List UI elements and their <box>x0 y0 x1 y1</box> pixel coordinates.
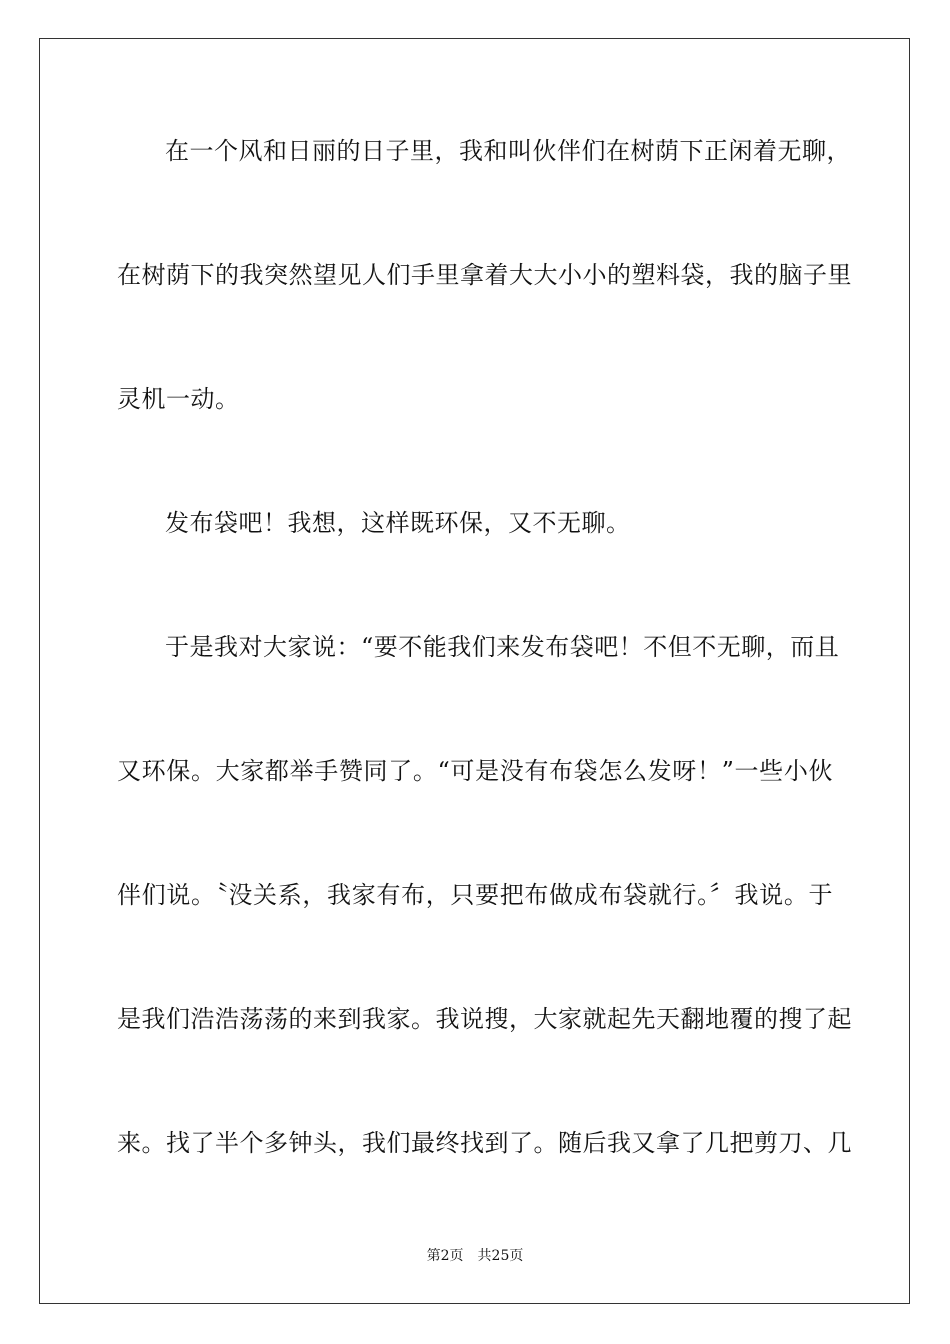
page-footer <box>0 1247 950 1265</box>
paragraph-line-5: 于是我对大家说：“要不能我们来发布袋吧！不但不无聊，而且 <box>165 633 840 661</box>
paragraph-line-6: 又环保。大家都举手赞同了。“可是没有布袋怎么发呀！”一些小伙 <box>117 757 833 785</box>
page-border <box>39 38 910 1304</box>
page-number: 第2页 <box>426 1248 464 1264</box>
paragraph-line-3: 灵机一动。 <box>117 385 240 413</box>
paragraph-line-9: 来。找了半个多钟头，我们最终找到了。随后我又拿了几把剪刀、几 <box>117 1129 852 1157</box>
paragraph-line-7: 伴们说。〝没关系，我家有布，只要把布做成布袋就行。〞我说。于 <box>117 881 833 909</box>
paragraph-line-4: 发布袋吧！我想，这样既环保，又不无聊。 <box>165 509 631 537</box>
paragraph-line-1: 在一个风和日丽的日子里，我和叫伙伴们在树荫下正闲着无聊， <box>165 137 851 165</box>
paragraph-line-2: 在树荫下的我突然望见人们手里拿着大大小小的塑料袋，我的脑子里 <box>117 261 852 289</box>
page-total: 共25页 <box>477 1248 524 1264</box>
paragraph-line-8: 是我们浩浩荡荡的来到我家。我说搜，大家就起先天翻地覆的搜了起 <box>117 1005 852 1033</box>
